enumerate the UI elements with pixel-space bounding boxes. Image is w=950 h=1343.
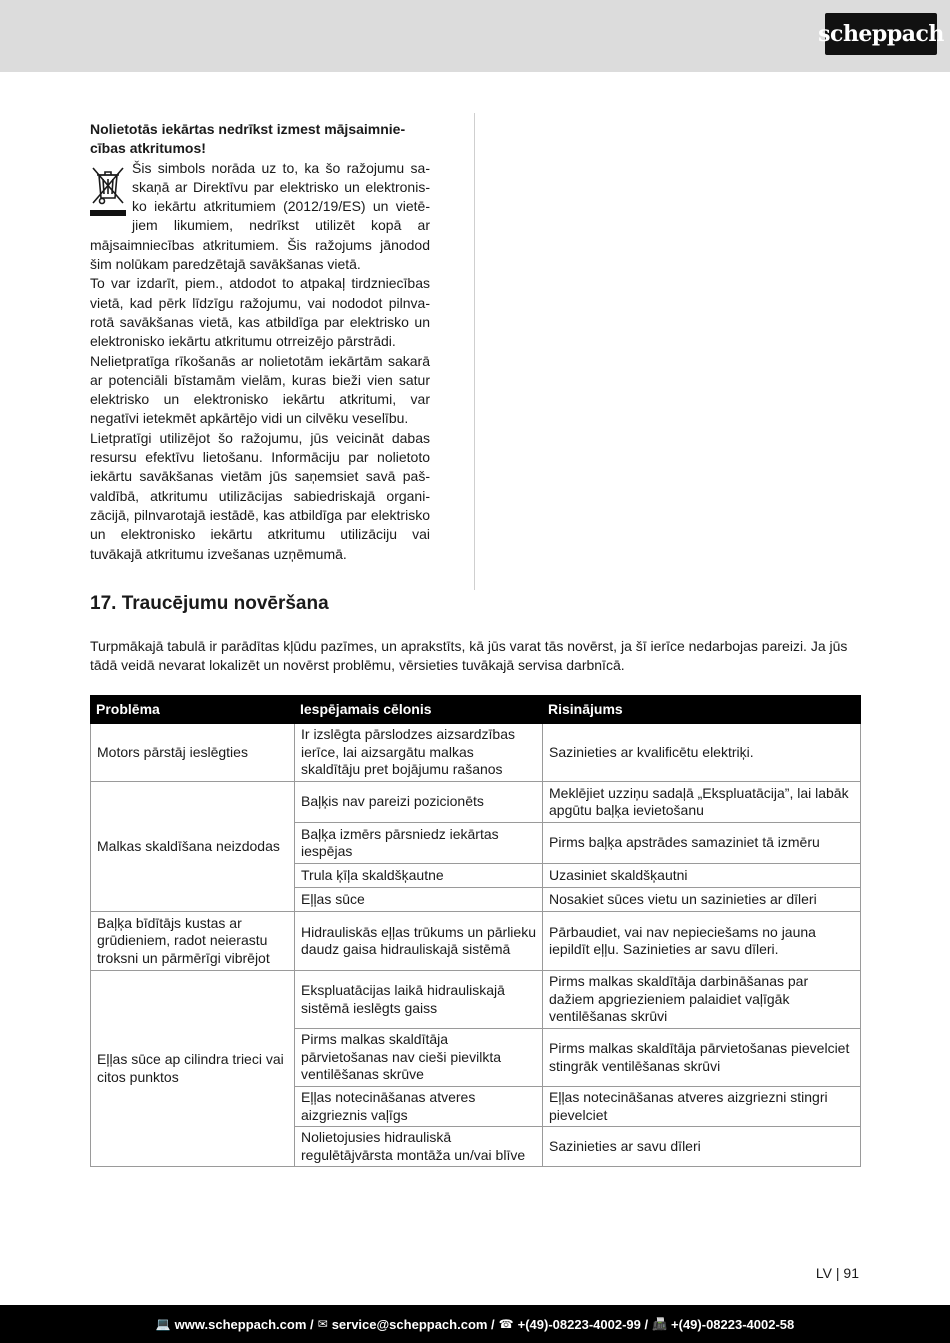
footer-contact-bar [0,1305,950,1343]
cause-cell: Trula ķīļa skaldšķautne [295,864,543,888]
table-row [91,971,861,1029]
cause-cell: Baļķis nav pareizi pozicionēts [295,782,543,823]
solution-cell: Uzasiniet skaldšķautni [543,864,861,888]
solution-cell: Pirms baļķa apstrādes samaziniet tā izmēru [543,823,861,864]
disposal-paragraph: Nelietpratīga rīkošanās ar nolietotām iekārtām sakarā ar potenciāli bīstamām vielām, kuras bieži vien satur elektrisko un elektronisko iekārtu atkritumi, var negatīvi ietekmēt apkārtējo vidi un cilvēku veselību. [90,352,430,427]
disposal-paragraph: Šis simbols norāda uz to, ka šo ražojumu saskaņā ar Direktīvu par elektrisko un elektronisko iekārtu atkritumiem (2012/19/ES) un vietējiem likumiem, nedrīkst utilizēt kopā ar mājsaimniecības atkritumiem. Šis ražojums jānodod šim nolūkam paredzētajā savākšanas vietā. [90,159,430,273]
cause-cell: Ir izslēgta pārslodzes aizsardzības ierīce, lai aizsargātu malkas skaldītāju pret bojājumu rašanos [295,724,543,782]
solution-cell: Pārbaudiet, vai nav nepieciešams no jauna iepildīt eļļu. Sazinieties ar savu dīleri. [543,912,861,971]
problem-cell: Motors pārstāj ieslēgties [91,724,295,782]
cause-cell: Eļļas notecināšanas atveres aizgrieznis vaļīgs [295,1087,543,1127]
table-header-row [91,696,861,724]
header-band [0,0,950,72]
solution-cell: Meklējiet uzziņu sadaļā „Ekspluatācija”, lai labāk apgūtu baļķa ievietošanu [543,782,861,823]
footer-phone: +(49)-08223-4002-99 / [517,1316,649,1332]
table-row [91,782,861,823]
telephone-icon: ☎ [498,1317,514,1331]
solution-cell: Sazinieties ar kvalificētu elektriķi. [543,724,861,782]
disposal-section [90,120,430,564]
solution-cell: Eļļas notecināšanas atveres aizgriezni stingri pievelciet [543,1087,861,1127]
envelope-icon: ✉ [317,1317,328,1331]
solution-cell: Pirms malkas skaldītāja pārvietošanas pievelciet stingrāk ventilēšanas skrūvi [543,1029,861,1087]
cause-cell: Pirms malkas skaldītāja pārvietošanas nav cieši pievilkta ventilēšanas skrūve [295,1029,543,1087]
section-intro: Turpmākajā tabulā ir parādītas kļūdu pazīmes, un aprakstīts, kā jūs varat tās novērst, ja šī ierīce nedarbojas pareizi. Ja jūs tādā veidā nevarat lokalizēt un novērst problēmu, vērsieties tuvākajā servisa darbnīcā. [90,638,848,673]
disposal-heading: Nolietotās iekārtas nedrīkst izmest mājsaimniecības atkritumos! [90,121,406,157]
cause-cell: Eļļas sūce [295,888,543,912]
table-row [91,912,861,971]
cause-cell: Baļķa izmērs pārsniedz iekārtas iespējas [295,823,543,864]
cause-cell: Ekspluatācijas laikā hidrauliskajā sistēmā ieslēgts gaiss [295,971,543,1029]
page-number: LV | 91 [815,1265,859,1281]
problem-cell: Malkas skaldīšana neizdodas [91,782,295,912]
column-header-problem: Problēma [91,696,295,724]
solution-cell: Sazinieties ar savu dīleri [543,1127,861,1167]
disposal-paragraph: Lietpratīgi utilizējot šo ražojumu, jūs veicināt dabas resursu efektīvu lietošanu. Informāciju par nolietoto iekārtu savākšanas vietām jūs saņemsiet savā pašvaldībā, atkritumu utilizācijas sabiedriskajā organizācijā, pilnvarotajā iestādē, kas atbildīga par elektrisko un elektronisko iekārtu atkritumu utilizāciju vai tuvākajā atkritumu izvešanas uzņēmumā. [90,429,430,562]
column-divider [474,113,475,590]
solution-cell: Nosakiet sūces vietu un sazinieties ar dīleri [543,888,861,912]
column-header-cause: Iespējamais cēlonis [295,696,543,724]
solution-cell: Pirms malkas skaldītāja darbināšanas par dažiem apgriezieniem palaidiet vaļīgāk ventilēšanas skrūvi [543,971,861,1029]
problem-cell: Eļļas sūce ap cilindra trieci vai citos punktos [91,971,295,1167]
footer-email-link[interactable]: service@scheppach.com / [331,1316,495,1332]
brand-logo: scheppach [825,13,937,55]
footer-fax: +(49)-08223-4002-58 [671,1316,795,1332]
problem-cell: Baļķa bīdītājs kustas ar grūdieniem, radot neierastu troksni un pārmērīgi vibrējot [91,912,295,971]
footer-website-link[interactable]: www.scheppach.com / [174,1316,314,1332]
troubleshooting-table [90,695,861,1167]
laptop-icon: 💻 [155,1317,171,1331]
section-title: 17. Traucējumu novēršana [90,593,329,614]
disposal-paragraph: To var izdarīt, piem., atdodot to atpakaļ tirdzniecības vietā, kad pērk līdzīgu ražojumu, vai nododot pilnvarotā savākšanas vietā, kas atbildīga par elektrisko un elektronisko iekārtu atkritumu otrreizējo pārstrādi. [90,275,430,350]
cause-cell: Nolietojusies hidrauliskā regulētājvārsta montāža un/vai blīve [295,1127,543,1167]
cause-cell: Hidrauliskās eļļas trūkums un pārlieku daudz gaisa hidrauliskajā sistēmā [295,912,543,971]
table-row [91,724,861,782]
fax-icon: 📠 [652,1317,668,1331]
column-header-solution: Risinājums [543,696,861,724]
crossed-out-wheelie-bin-icon [90,163,126,219]
